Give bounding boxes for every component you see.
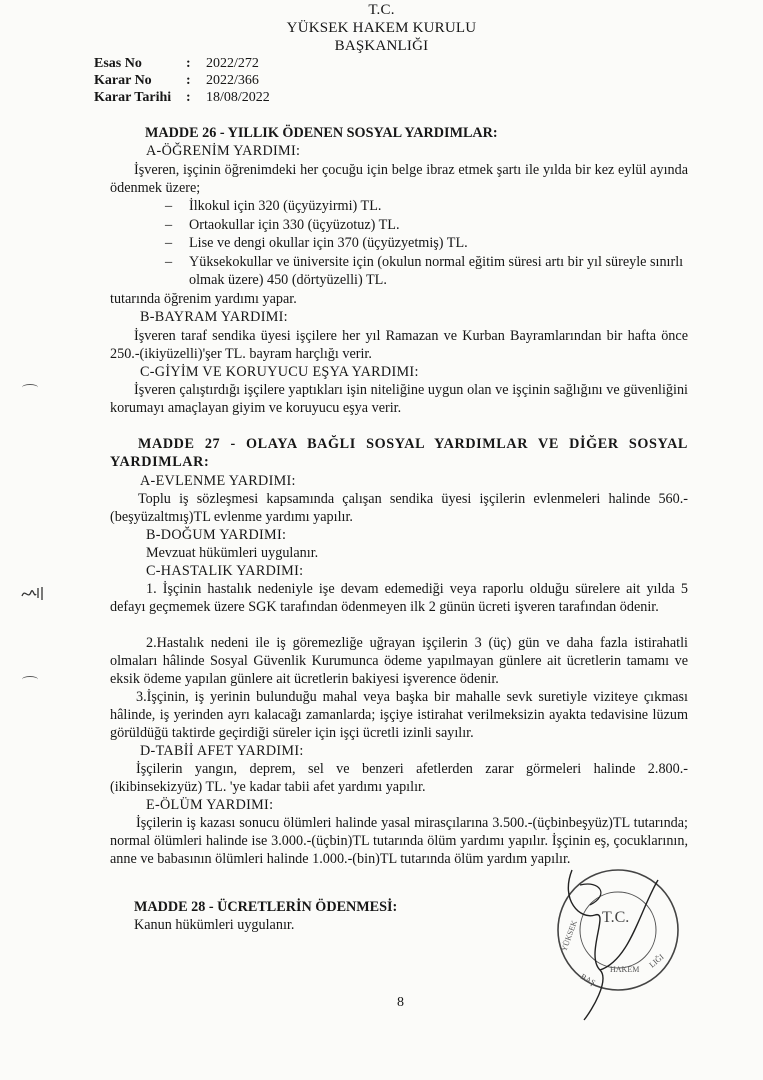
- margin-mark-icon: [22, 676, 38, 683]
- article-27-c2-text: 2.Hastalık nedeni ile iş göremezliğe uğrayan işçilerin 3 (üç) gün ve daha fazla istirahatli olmaları hâlinde Sosyal Güvenlik Kurumunca ödeme yapılmayan günlere ait ücretlerin tamamı ve eksik ödeme yapılan günlere ait ücretlerin bakiyesi işverence ödenir.: [110, 635, 688, 687]
- svg-text:YÜKSEK: YÜKSEK: [559, 919, 579, 953]
- article-26-c-text: İşveren çalıştırdığı işçilere yaptıkları işin niteliğine uygun olan ve işçinin sağlığını ve güvenliğini korumayı amaçlayan giyim ve koruyucu eşya verir.: [110, 382, 688, 416]
- meta-colon: :: [186, 73, 191, 88]
- header-presidency: BAŞKANLIĞI: [334, 38, 429, 54]
- svg-text:LIĞI: LIĞI: [647, 952, 666, 970]
- article-27-d-title: D-TABİİ AFET YARDIMI:: [140, 743, 304, 759]
- list-item: – Lise ve dengi okullar için 370 (üçyüzyetmiş) TL.: [165, 234, 685, 253]
- article-26-c-title: C-GİYİM VE KORUYUCU EŞYA YARDIMI:: [140, 364, 419, 380]
- svg-text:BAŞ: BAŞ: [579, 971, 597, 988]
- margin-initials-icon: [20, 584, 46, 604]
- article-26-b-text: İşveren taraf sendika üyesi işçilere her yıl Ramazan ve Kurban Bayramlarından bir hafta önce 250.-(ikiyüzelli)'şer TL. bayram harçlığı verir.: [110, 328, 688, 362]
- article-26-a-list: [165, 197, 685, 290]
- article-27-c-title: C-HASTALIK YARDIMI:: [146, 563, 304, 579]
- article-26-title: MADDE 26 - YILLIK ÖDENEN SOSYAL YARDIMLAR:: [145, 125, 498, 141]
- article-27-d-text: İşçilerin yangın, deprem, sel ve benzeri afetlerden zarar görmeleri halinde 2.800.-(ikibinsekizyüz) TL. 'ye kadar tabii afet yardımı yapılır.: [110, 761, 688, 795]
- meta-label: Esas No: [94, 56, 142, 71]
- article-27-e-title: E-ÖLÜM YARDIMI:: [146, 797, 274, 813]
- article-27-b-text: Mevzuat hükümleri uygulanır.: [146, 545, 319, 561]
- list-item: – Yüksekokullar ve üniversite için (okulun normal eğitim süresi artı bir yıl süreyle sınırlı olmak üzere) 450 (dörtyüzelli) TL.: [165, 253, 685, 290]
- article-27-c1-text: 1. İşçinin hastalık nedeniyle işe devam edemediği veya raporlu olduğu sürelere ait yılda 5 defayı geçmemek üzere SGK tarafından ödenmeyen ilk 2 günün ücreti işveren tarafından ödenir.: [110, 581, 688, 615]
- meta-label: Karar No: [94, 73, 152, 88]
- article-27-e-text: İşçilerin iş kazası sonucu ölümleri halinde yasal mirasçılarına 3.500.-(üçbinbeşyüz)TL tutarında; normal ölümleri halinde ise 3.000.-(üçbin)TL tutarında ölüm yardımı yapılır. İşçinin eş, çocuklarının, anne ve babasının ölümleri halinde 1.000.-(bin)TL tutarında ölüm yardım yapılır.: [110, 815, 688, 867]
- header-institution: YÜKSEK HAKEM KURULU: [286, 20, 477, 36]
- article-26-a-end: tutarında öğrenim yardımı yapar.: [110, 291, 297, 307]
- article-28-text: Kanun hükümleri uygulanır.: [134, 917, 295, 933]
- seal-tc-text: T.C.: [602, 909, 630, 926]
- meta-karar: [94, 72, 259, 89]
- page-number: 8: [397, 995, 404, 1010]
- meta-colon: :: [186, 56, 191, 71]
- meta-value: 18/08/2022: [206, 90, 270, 105]
- margin-mark-icon: [22, 384, 38, 391]
- list-item: – Ortaokullar için 330 (üçyüzotuz) TL.: [165, 216, 685, 235]
- article-28-title: MADDE 28 - ÜCRETLERİN ÖDENMESİ:: [134, 899, 398, 915]
- meta-karar-tarihi: [94, 89, 270, 106]
- official-seal-stamp: [540, 860, 690, 1030]
- meta-value: 2022/272: [206, 56, 259, 71]
- article-27-b-title: B-DOĞUM YARDIMI:: [146, 527, 287, 543]
- article-26-a-title: A-ÖĞRENİM YARDIMI:: [146, 143, 301, 159]
- header-tc: T.C.: [368, 2, 395, 18]
- article-27-title: MADDE 27 - OLAYA BAĞLI SOSYAL YARDIMLAR VE DİĞER SOSYAL YARDIMLAR:: [110, 436, 688, 470]
- svg-text:HAKEM: HAKEM: [610, 965, 640, 974]
- meta-esas: [94, 55, 259, 72]
- article-27-a-title: A-EVLENME YARDIMI:: [140, 473, 296, 489]
- meta-colon: :: [186, 90, 191, 105]
- meta-label: Karar Tarihi: [94, 90, 172, 105]
- article-26-a-text: İşveren, işçinin öğrenimdeki her çocuğu için belge ibraz etmek şartı ile yılda bir kez eylül ayında ödenmek üzere;: [110, 162, 688, 196]
- meta-value: 2022/366: [206, 73, 259, 88]
- article-27-a-text: Toplu iş sözleşmesi kapsamında çalışan sendika üyesi işçilerin evlenmeleri halinde 560.-(beşyüzaltmış)TL evlenme yardımı yapılır.: [110, 491, 688, 525]
- article-27-c3-text: 3.İşçinin, iş yerinin bulunduğu mahal veya başka bir mahalle sevk suretiyle viziteye çıkması hâlinde, iş yerinden ayrı kalacağı zamanlarda; işçiye istirahat verilmeksizin ayakta tedavisine lüzum görüldüğü taktirde geçirdiği süreler için işçi ücretli izinli sayılır.: [110, 689, 688, 741]
- list-item: – İlkokul için 320 (üçyüzyirmi) TL.: [165, 197, 685, 216]
- article-26-b-title: B-BAYRAM YARDIMI:: [140, 309, 288, 325]
